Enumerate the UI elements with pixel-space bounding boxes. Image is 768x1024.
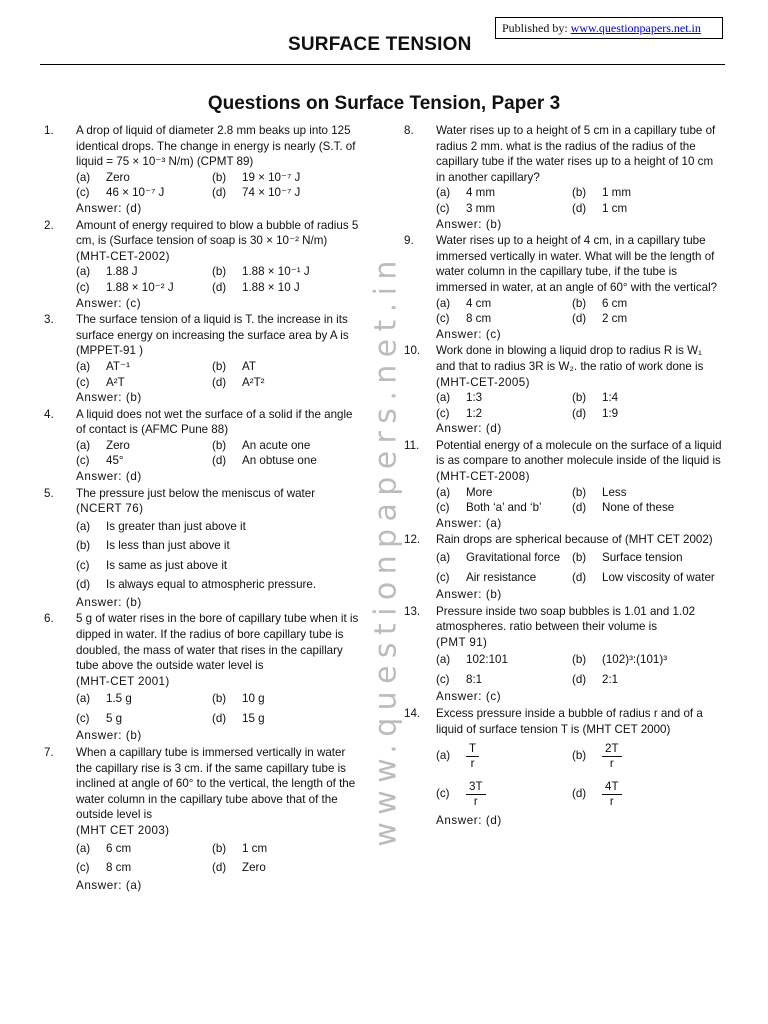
option-text: 4 cm: [466, 296, 492, 310]
option-text: 8 cm: [466, 312, 492, 326]
answer-prefix: Answer:: [436, 516, 483, 530]
option-d: [212, 185, 364, 201]
question-reference: (MHT-CET 2001): [76, 674, 170, 688]
option-text: Zero: [106, 170, 130, 184]
option-b: [572, 737, 724, 775]
question-item: [404, 123, 724, 232]
question-number: 8.: [404, 124, 414, 137]
fraction-numerator: T: [466, 742, 479, 757]
question-reference: (MHT-CET-2002): [76, 249, 170, 263]
option-letter: (c): [436, 570, 450, 584]
question-text: Rain drops are spherical because of (MHT CET 2002): [436, 533, 713, 547]
option-letter: (d): [572, 201, 587, 215]
options-list: [76, 359, 364, 390]
option-letter: (d): [572, 672, 587, 686]
option-c: [76, 709, 212, 729]
answer-line: [436, 327, 724, 343]
option-letter: (a): [436, 551, 451, 565]
fraction-numerator: 4T: [602, 780, 622, 795]
option-a: [76, 264, 212, 280]
question-number: 4.: [44, 407, 54, 421]
option-c: [436, 311, 572, 327]
option-letter: (c): [76, 375, 90, 389]
fraction-denominator: r: [609, 794, 614, 808]
option-text: 1.88 J: [106, 265, 138, 279]
question-item: [44, 486, 364, 611]
fraction: [466, 742, 479, 771]
answer-line: [76, 390, 364, 406]
option-b: [572, 296, 724, 312]
option-text: 1.5 g: [106, 692, 132, 706]
option-text: Both ‘a’ and ‘b’: [466, 501, 542, 515]
left-column: [44, 123, 364, 894]
answer-line: [76, 878, 364, 894]
question-text: Excess pressure inside a bubble of radius r and of a liquid of surface tension T is (MHT CET 2000): [436, 707, 703, 736]
fraction-numerator: 3T: [466, 780, 486, 795]
answer-prefix: Answer:: [436, 327, 483, 341]
option-d: [212, 375, 364, 391]
option-c: [76, 453, 212, 469]
options-list: [76, 438, 364, 469]
answer-value: (c): [125, 296, 142, 310]
options-list: [436, 485, 724, 516]
answer-value: (b): [125, 595, 142, 609]
option-text: 5 g: [106, 711, 123, 725]
option-letter: (c): [436, 501, 450, 515]
answer-value: (c): [485, 327, 502, 341]
option-text: 1 mm: [602, 186, 631, 200]
option-b: [212, 359, 364, 375]
answer-line: [436, 516, 724, 532]
option-letter: (a): [76, 438, 91, 452]
publisher-box: [495, 17, 723, 39]
option-b: [572, 548, 724, 568]
options-list: [76, 689, 364, 728]
option-text: 46 × 10⁻⁷ J: [106, 186, 165, 200]
question-item: [44, 312, 364, 406]
answer-line: [76, 201, 364, 217]
options-list: [436, 737, 724, 813]
option-letter: (c): [76, 711, 90, 725]
option-a: [76, 170, 212, 186]
fraction-denominator: r: [473, 794, 478, 808]
question-reference: (PMT 91): [436, 635, 488, 649]
option-letter: (a): [436, 391, 451, 405]
option-text: Less: [602, 485, 627, 499]
option-text: Zero: [242, 861, 266, 875]
answer-line: [76, 296, 364, 312]
option-c: [436, 670, 572, 690]
options-list: [436, 185, 724, 216]
option-text: 19 × 10⁻⁷ J: [242, 170, 301, 184]
option-text: An acute one: [242, 438, 311, 452]
option-text: More: [466, 485, 493, 499]
option-letter: (c): [76, 280, 90, 294]
option-c: [76, 375, 212, 391]
question-item: [404, 532, 724, 602]
answer-value: (d): [125, 470, 142, 484]
answer-line: [76, 728, 364, 744]
option-text: Is less than just above it: [106, 539, 230, 553]
option-d: [572, 500, 724, 516]
question-reference: (MHT-CET-2008): [436, 470, 530, 484]
answer-prefix: Answer:: [436, 422, 483, 436]
option-letter: (d): [212, 711, 227, 725]
answer-value: (b): [485, 588, 502, 602]
question-number: 14.: [404, 707, 421, 720]
options-list: [76, 517, 364, 595]
answer-line: [76, 469, 364, 485]
option-b: [212, 170, 364, 186]
option-c: [436, 201, 572, 217]
answer-prefix: Answer:: [76, 201, 123, 215]
question-text: Water rises up to a height of 4 cm, in a capillary tube immersed vertically in water. What will be the length of water column in the capillary tube, if the tube is immersed in water, at an angle of 60° with the vertical?: [436, 234, 718, 294]
option-letter: (d): [212, 454, 227, 468]
option-d: [572, 775, 724, 813]
options-list: [436, 296, 724, 327]
option-letter: (b): [572, 186, 587, 200]
option-b: [212, 689, 364, 709]
question-text: Amount of energy required to blow a bubble of radius 5 cm, is (Surface tension of soap is 30 × 10⁻² N/m): [76, 218, 359, 248]
answer-prefix: Answer:: [436, 814, 483, 828]
answer-line: [76, 595, 364, 611]
option-c: [76, 185, 212, 201]
option-letter: (b): [572, 391, 587, 405]
question-text: The pressure just below the meniscus of water: [76, 486, 316, 500]
question-number: 9.: [404, 234, 414, 248]
option-text: 4 mm: [466, 186, 495, 200]
option-text: AT: [242, 359, 256, 373]
option-letter: (c): [76, 454, 90, 468]
option-a: [436, 485, 572, 501]
answer-value: (a): [125, 878, 142, 892]
option-text: A²T: [106, 375, 125, 389]
question-text: Water rises up to a height of 5 cm in a capillary tube of radius 2 mm. what is the radius of the radius of the capillary tube if the water rises up to a height of 10 cm in another capillary?: [436, 124, 716, 184]
options-list: [436, 548, 724, 587]
option-letter: (d): [572, 570, 587, 584]
option-d: [212, 280, 364, 296]
option-text: 6 cm: [106, 841, 132, 855]
option-text: 8 cm: [106, 861, 132, 875]
option-letter: (a): [76, 841, 91, 855]
answer-prefix: Answer:: [76, 595, 123, 609]
option-b: [572, 185, 724, 201]
fraction: [466, 780, 486, 809]
option-letter: (b): [572, 485, 587, 499]
paper-subtitle: Questions on Surface Tension, Paper 3: [207, 93, 561, 114]
option-a: [436, 185, 572, 201]
option-a: [436, 548, 572, 568]
option-text: 15 g: [242, 711, 265, 725]
answer-prefix: Answer:: [436, 588, 483, 602]
option-text: A²T²: [242, 375, 265, 389]
option-a: [436, 296, 572, 312]
option-letter: (c): [436, 406, 450, 420]
options-list: [436, 650, 724, 689]
option-letter: (d): [212, 186, 227, 200]
option-letter: (b): [212, 438, 227, 452]
option-text: 1.88 × 10⁻¹ J: [242, 265, 310, 279]
option-text: AT⁻¹: [106, 359, 130, 373]
option-text: Is same as just above it: [106, 558, 228, 572]
answer-line: [436, 813, 724, 829]
fraction-numerator: 2T: [602, 742, 622, 757]
option-text: (102)³:(101)³: [602, 653, 668, 667]
answer-value: (a): [485, 516, 502, 530]
answer-prefix: Answer:: [76, 470, 123, 484]
option-d: [572, 311, 724, 327]
option-letter: (d): [212, 375, 227, 389]
options-list: [76, 170, 364, 201]
option-letter: (b): [76, 539, 91, 553]
answer-value: (b): [125, 729, 142, 743]
question-item: [404, 438, 724, 532]
option-letter: (b): [212, 265, 227, 279]
question-item: [44, 611, 364, 744]
question-text: The surface tension of a liquid is T. the increase in its surface energy on increasing the surface area by A is (MPPET-91 ): [76, 313, 349, 358]
option-text: Surface tension: [602, 551, 683, 565]
question-item: [44, 745, 364, 893]
question-reference: (MHT-CET-2005): [436, 375, 530, 389]
answer-prefix: Answer:: [76, 296, 123, 310]
option-d: [76, 575, 364, 595]
option-c: [436, 500, 572, 516]
question-number: 5.: [44, 486, 54, 500]
option-text: 1 cm: [242, 841, 268, 855]
option-letter: (d): [212, 861, 227, 875]
question-number: 10.: [404, 344, 421, 358]
question-text: A drop of liquid of diameter 2.8 mm beaks up into 125 identical drops. The change in energy is nearly (S.T. of liquid = 75 × 10⁻³ N/m) (CPMT 89): [76, 124, 356, 169]
option-text: Gravitational force: [466, 551, 561, 565]
option-text: 74 × 10⁻⁷ J: [242, 186, 301, 200]
option-letter: (d): [572, 406, 587, 420]
option-letter: (c): [76, 558, 90, 572]
option-text: 1.88 × 10⁻² J: [106, 280, 174, 294]
option-text: 1:9: [602, 406, 619, 420]
option-letter: (a): [436, 749, 451, 763]
option-c: [76, 280, 212, 296]
option-letter: (a): [436, 186, 451, 200]
option-text: Air resistance: [466, 570, 537, 584]
option-text: Low viscosity of water: [602, 570, 715, 584]
option-text: 6 cm: [602, 296, 628, 310]
page-title: SURFACE TENSION: [288, 34, 472, 55]
answer-value: (d): [485, 814, 502, 828]
question-number: 6.: [44, 612, 54, 626]
options-list: [436, 390, 724, 421]
option-text: 8:1: [466, 672, 483, 686]
option-c: [76, 556, 364, 576]
option-c: [76, 858, 212, 878]
option-letter: (b): [212, 359, 227, 373]
option-b: [212, 438, 364, 454]
answer-value: (d): [485, 422, 502, 436]
option-d: [212, 709, 364, 729]
option-text: 102:101: [466, 653, 508, 667]
question-text: When a capillary tube is immersed vertically in water the capillary rise is 3 cm. if the same capillary tube is inclined at angle of 60° to the vertical, the length of the water column in the capillary tube above that of the outside level is: [76, 746, 356, 822]
option-b: [212, 839, 364, 859]
option-text: 45°: [106, 454, 124, 468]
answer-prefix: Answer:: [436, 690, 483, 704]
option-letter: (a): [76, 519, 91, 533]
question-number: 11.: [404, 438, 420, 452]
answer-value: (d): [125, 201, 142, 215]
option-letter: (b): [212, 692, 227, 706]
option-d: [212, 453, 364, 469]
option-letter: (a): [76, 265, 91, 279]
answer-prefix: Answer:: [76, 729, 123, 743]
watermark-text: www.questionpapers.net.in: [368, 253, 404, 847]
option-a: [76, 839, 212, 859]
question-item: [404, 343, 724, 437]
option-letter: (b): [572, 653, 587, 667]
option-b: [572, 485, 724, 501]
question-number: 2.: [44, 218, 54, 232]
question-number: 3.: [44, 313, 54, 327]
option-a: [436, 390, 572, 406]
option-c: [436, 775, 572, 813]
answer-value: (b): [485, 217, 502, 231]
option-a: [76, 359, 212, 375]
option-letter: (c): [436, 672, 450, 686]
option-d: [572, 568, 724, 588]
option-d: [572, 406, 724, 422]
question-text: 5 g of water rises in the bore of capillary tube when it is dipped in water. If the radius of bore capillary tube is doubled, the mass of water that rises in the capillary tube above the outside water level is: [76, 612, 359, 673]
option-letter: (b): [572, 749, 587, 763]
answer-prefix: Answer:: [76, 878, 123, 892]
option-c: [436, 568, 572, 588]
option-c: [436, 406, 572, 422]
question-text: Pressure inside two soap bubbles is 1.01 and 1.02 atmospheres. ratio between their volume is: [436, 604, 696, 634]
question-number: 13.: [404, 604, 421, 618]
option-b: [76, 536, 364, 556]
answer-line: [436, 421, 724, 437]
option-text: An obtuse one: [242, 454, 317, 468]
option-letter: (d): [572, 501, 587, 515]
option-letter: (c): [436, 787, 450, 801]
question-item: [404, 233, 724, 342]
option-letter: (a): [76, 359, 91, 373]
option-letter: (b): [212, 841, 227, 855]
question-text: Potential energy of a molecule on the surface of a liquid is as compare to another molecule inside of the liquid is: [436, 438, 722, 468]
answer-value: (c): [485, 690, 502, 704]
question-item: [44, 123, 364, 217]
answer-value: (b): [125, 391, 142, 405]
option-letter: (a): [436, 485, 451, 499]
question-reference: (NCERT 76): [76, 502, 144, 516]
option-letter: (d): [212, 280, 227, 294]
option-letter: (d): [572, 787, 587, 801]
fraction: [602, 742, 622, 771]
option-text: Is greater than just above it: [106, 519, 246, 533]
answer-line: [436, 689, 724, 705]
option-text: 10 g: [242, 692, 265, 706]
question-item: [44, 218, 364, 312]
option-a: [436, 650, 572, 670]
question-text: A liquid does not wet the surface of a solid if the angle of contact is (AFMC Pune 88): [76, 407, 353, 437]
option-a: [436, 737, 572, 775]
option-letter: (a): [436, 296, 451, 310]
option-letter: (b): [572, 296, 587, 310]
option-text: Zero: [106, 438, 130, 452]
option-d: [572, 670, 724, 690]
option-text: 1:2: [466, 406, 483, 420]
option-text: 1:3: [466, 391, 483, 405]
option-text: Is always equal to atmospheric pressure.: [106, 578, 317, 592]
option-letter: (c): [436, 312, 450, 326]
option-letter: (b): [212, 170, 227, 184]
publisher-link[interactable]: www.questionpapers.net.in: [570, 21, 701, 35]
option-letter: (c): [76, 861, 90, 875]
fraction: [602, 780, 622, 809]
question-item: [404, 706, 724, 829]
option-text: None of these: [602, 501, 675, 515]
option-d: [212, 858, 364, 878]
option-b: [572, 390, 724, 406]
question-number: 12.: [404, 533, 421, 547]
fraction-denominator: r: [470, 756, 475, 770]
option-text: 3 mm: [466, 201, 495, 215]
option-a: [76, 517, 364, 537]
question-number: 7.: [44, 746, 54, 759]
watermark: [368, 200, 404, 900]
option-text: 1 cm: [602, 201, 628, 215]
option-letter: (c): [436, 201, 450, 215]
option-b: [212, 264, 364, 280]
option-letter: (a): [436, 653, 451, 667]
answer-line: [436, 587, 724, 603]
publisher-label: Published by:: [502, 21, 568, 35]
question-reference: (MHT CET 2003): [76, 823, 170, 837]
title-rule: [40, 64, 725, 65]
option-letter: (a): [76, 692, 91, 706]
option-letter: (a): [76, 170, 91, 184]
option-text: 1:4: [602, 391, 619, 405]
fraction-denominator: r: [609, 756, 614, 770]
right-column: [404, 123, 724, 830]
options-list: [76, 264, 364, 295]
option-text: 2:1: [602, 672, 619, 686]
answer-prefix: Answer:: [76, 391, 123, 405]
option-letter: (d): [76, 578, 91, 592]
question-number: 1.: [44, 124, 54, 137]
question-item: [44, 407, 364, 485]
question-item: [404, 604, 724, 705]
option-letter: (c): [76, 186, 90, 200]
answer-prefix: Answer:: [436, 217, 483, 231]
option-b: [572, 650, 724, 670]
question-text: Work done in blowing a liquid drop to radius R is W₁ and that to radius 3R is W₂. the ratio of work done is: [436, 344, 704, 373]
options-list: [76, 839, 364, 878]
option-text: 2 cm: [602, 312, 628, 326]
option-letter: (b): [572, 551, 587, 565]
option-text: 1.88 × 10 J: [242, 280, 300, 294]
option-a: [76, 438, 212, 454]
option-d: [572, 201, 724, 217]
answer-line: [436, 217, 724, 233]
option-a: [76, 689, 212, 709]
option-letter: (d): [572, 312, 587, 326]
